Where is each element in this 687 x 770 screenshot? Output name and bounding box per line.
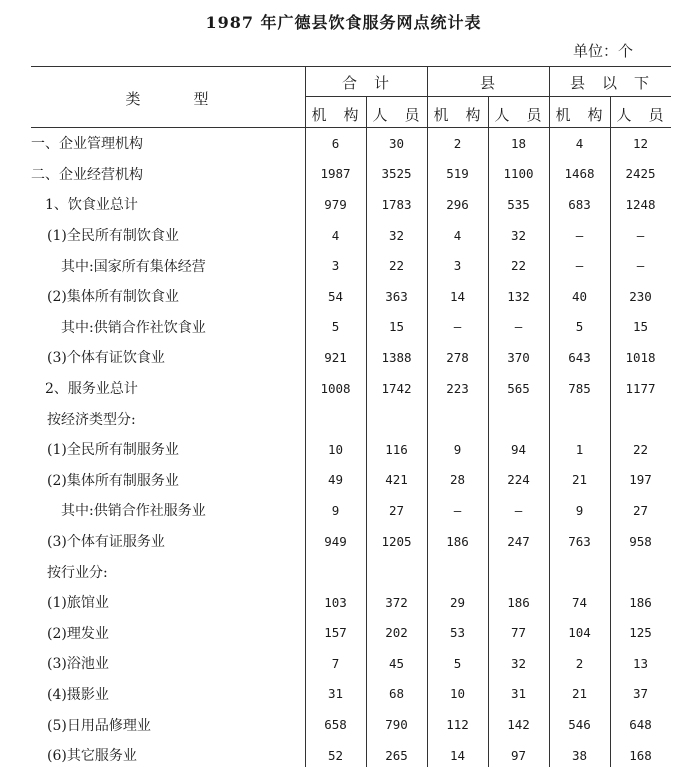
table-cell: 112 bbox=[446, 717, 469, 733]
row-label: (3)个体有证饮食业 bbox=[47, 350, 165, 367]
row-label: 其中:供销合作社服务业 bbox=[61, 503, 206, 520]
table-cell bbox=[488, 556, 549, 587]
table-row bbox=[31, 679, 671, 710]
table-cell: 9 bbox=[331, 502, 340, 518]
group-header-county: 县 bbox=[479, 74, 496, 92]
table-cell: 186 bbox=[629, 594, 652, 610]
row-label: (1)全民所有制服务业 bbox=[47, 442, 179, 459]
table-cell: 1205 bbox=[381, 533, 412, 549]
table-cell: 22 bbox=[388, 258, 405, 274]
table-cell: 519 bbox=[446, 166, 469, 182]
table-cell: 186 bbox=[446, 533, 469, 549]
table-row bbox=[31, 128, 671, 159]
table-cell: 53 bbox=[449, 625, 466, 641]
table-cell: 49 bbox=[327, 472, 344, 488]
row-label: 按经济类型分: bbox=[47, 411, 136, 428]
table-title: 1987 年广德县饮食服务网点统计表 bbox=[205, 13, 482, 32]
table-row bbox=[31, 648, 671, 679]
table-cell: 643 bbox=[568, 349, 591, 365]
table-cell bbox=[549, 556, 610, 587]
table-cell: 22 bbox=[632, 441, 649, 457]
table-cell: 18 bbox=[510, 135, 527, 151]
table-cell: 32 bbox=[510, 655, 527, 671]
table-cell bbox=[427, 556, 488, 587]
table-cell: 9 bbox=[453, 441, 462, 457]
row-label: (4)摄影业 bbox=[47, 686, 109, 703]
table-cell: 21 bbox=[571, 472, 588, 488]
table-cell: 421 bbox=[385, 472, 408, 488]
table-row bbox=[31, 403, 671, 434]
table-cell: 1742 bbox=[381, 380, 412, 396]
table-cell: — bbox=[636, 258, 645, 274]
table-row bbox=[31, 159, 671, 190]
table-cell: 1783 bbox=[381, 196, 412, 212]
table-row bbox=[31, 526, 671, 557]
table-cell: 38 bbox=[571, 747, 588, 763]
table-cell bbox=[610, 556, 671, 587]
row-label: 二、企业经营机构 bbox=[31, 166, 143, 183]
table-cell: 546 bbox=[568, 717, 591, 733]
table-cell: 186 bbox=[507, 594, 530, 610]
table-cell: 224 bbox=[507, 472, 530, 488]
table-cell: 5 bbox=[575, 319, 584, 335]
table-cell: 785 bbox=[568, 380, 591, 396]
table-row bbox=[31, 312, 671, 343]
sub-header-personnel: 人 员 bbox=[372, 106, 421, 124]
table-cell: 1987 bbox=[320, 166, 351, 182]
table-cell: 1100 bbox=[503, 166, 534, 182]
row-label: 一、企业管理机构 bbox=[31, 136, 143, 153]
sub-header-personnel: 人 员 bbox=[494, 106, 543, 124]
table-cell: 15 bbox=[632, 319, 649, 335]
table-cell: 32 bbox=[510, 227, 527, 243]
table-cell: 4 bbox=[331, 227, 340, 243]
row-label: (3)浴池业 bbox=[47, 656, 109, 673]
table-cell bbox=[305, 403, 366, 434]
table-cell: 223 bbox=[446, 380, 469, 396]
table-cell: 40 bbox=[571, 288, 588, 304]
table-cell: 230 bbox=[629, 288, 652, 304]
table-cell: 363 bbox=[385, 288, 408, 304]
table-cell bbox=[427, 403, 488, 434]
table-cell: 22 bbox=[510, 258, 527, 274]
table-cell: 103 bbox=[324, 594, 347, 610]
table-cell: — bbox=[575, 227, 584, 243]
table-cell: 132 bbox=[507, 288, 530, 304]
table-cell: — bbox=[453, 502, 462, 518]
table-cell: 372 bbox=[385, 594, 408, 610]
table-cell: 1008 bbox=[320, 380, 351, 396]
table-cell: 32 bbox=[388, 227, 405, 243]
table-cell: 370 bbox=[507, 349, 530, 365]
table-cell: 1 bbox=[575, 441, 584, 457]
table-cell: 30 bbox=[388, 135, 405, 151]
sub-header-institutions: 机 构 bbox=[311, 106, 360, 124]
table-cell: 21 bbox=[571, 686, 588, 702]
row-label: 其中:供销合作社饮食业 bbox=[61, 319, 206, 336]
table-cell: 142 bbox=[507, 717, 530, 733]
table-cell: 125 bbox=[629, 625, 652, 641]
table-row bbox=[31, 556, 671, 587]
table-cell: 13 bbox=[632, 655, 649, 671]
sub-header-personnel: 人 员 bbox=[616, 106, 665, 124]
sub-header-institutions: 机 构 bbox=[555, 106, 604, 124]
row-label: (2)集体所有制饮食业 bbox=[47, 289, 179, 306]
table-cell: — bbox=[575, 258, 584, 274]
unit-label: 单位：个 bbox=[572, 42, 633, 60]
table-cell: 1388 bbox=[381, 349, 412, 365]
table-cell: 68 bbox=[388, 686, 405, 702]
table-cell: 3 bbox=[453, 258, 462, 274]
table-cell: 54 bbox=[327, 288, 344, 304]
table-cell bbox=[488, 403, 549, 434]
row-label: 2、服务业总计 bbox=[45, 381, 138, 398]
row-label: 按行业分: bbox=[47, 564, 108, 581]
table-row bbox=[31, 618, 671, 649]
table-cell: 565 bbox=[507, 380, 530, 396]
table-row bbox=[31, 587, 671, 618]
table-cell: 2 bbox=[575, 655, 584, 671]
table-cell: 97 bbox=[510, 747, 527, 763]
table-cell: 1468 bbox=[564, 166, 595, 182]
table-cell: 74 bbox=[571, 594, 588, 610]
table-cell: 10 bbox=[327, 441, 344, 457]
table-cell: 2425 bbox=[625, 166, 656, 182]
table-cell: 52 bbox=[327, 747, 344, 763]
group-header-total: 合 计 bbox=[341, 74, 390, 92]
header-top-rule bbox=[31, 66, 671, 67]
table-cell: 15 bbox=[388, 319, 405, 335]
table-cell: — bbox=[636, 227, 645, 243]
table-row bbox=[31, 373, 671, 404]
table-cell: 1018 bbox=[625, 349, 656, 365]
table-cell bbox=[549, 403, 610, 434]
table-cell: 658 bbox=[324, 717, 347, 733]
row-label: (6)其它服务业 bbox=[47, 748, 137, 765]
table-row bbox=[31, 250, 671, 281]
table-row bbox=[31, 281, 671, 312]
table-cell: 1177 bbox=[625, 380, 656, 396]
table-cell: 790 bbox=[385, 717, 408, 733]
table-cell bbox=[610, 403, 671, 434]
row-label: 其中:国家所有集体经营 bbox=[61, 258, 206, 275]
table-cell: 31 bbox=[327, 686, 344, 702]
table-cell: — bbox=[453, 319, 462, 335]
table-cell: 31 bbox=[510, 686, 527, 702]
table-cell: 10 bbox=[449, 686, 466, 702]
table-cell: 116 bbox=[385, 441, 408, 457]
table-cell: 9 bbox=[575, 502, 584, 518]
table-cell: 958 bbox=[629, 533, 652, 549]
table-cell: 763 bbox=[568, 533, 591, 549]
table-row bbox=[31, 434, 671, 465]
type-header: 类 型 bbox=[125, 90, 211, 108]
row-label: (3)个体有证服务业 bbox=[47, 534, 165, 551]
table-cell: 27 bbox=[632, 502, 649, 518]
row-label: (2)集体所有制服务业 bbox=[47, 472, 179, 489]
table-cell: — bbox=[514, 502, 523, 518]
table-cell bbox=[305, 556, 366, 587]
table-cell: — bbox=[514, 319, 523, 335]
table-cell: 535 bbox=[507, 196, 530, 212]
table-cell: 949 bbox=[324, 533, 347, 549]
table-cell: 921 bbox=[324, 349, 347, 365]
table-cell: 648 bbox=[629, 717, 652, 733]
table-cell: 296 bbox=[446, 196, 469, 212]
table-cell: 37 bbox=[632, 686, 649, 702]
table-cell bbox=[366, 403, 427, 434]
table-row bbox=[31, 342, 671, 373]
table-cell: 683 bbox=[568, 196, 591, 212]
row-label: (1)旅馆业 bbox=[47, 595, 109, 612]
table-cell: 979 bbox=[324, 196, 347, 212]
table-cell: 265 bbox=[385, 747, 408, 763]
row-label: (1)全民所有制饮食业 bbox=[47, 228, 179, 245]
table-cell: 6 bbox=[331, 135, 340, 151]
table-cell: 2 bbox=[453, 135, 462, 151]
statistics-table bbox=[31, 128, 671, 770]
table-cell: 247 bbox=[507, 533, 530, 549]
table-cell: 278 bbox=[446, 349, 469, 365]
row-label: (5)日用品修理业 bbox=[47, 717, 151, 734]
table-cell: 94 bbox=[510, 441, 527, 457]
table-cell: 1248 bbox=[625, 196, 656, 212]
table-row bbox=[31, 740, 671, 770]
table-cell: 12 bbox=[632, 135, 649, 151]
table-cell: 168 bbox=[629, 747, 652, 763]
table-cell: 45 bbox=[388, 655, 405, 671]
table-cell: 4 bbox=[575, 135, 584, 151]
table-cell: 29 bbox=[449, 594, 466, 610]
table-cell: 77 bbox=[510, 625, 527, 641]
table-cell: 202 bbox=[385, 625, 408, 641]
table-cell: 14 bbox=[449, 288, 466, 304]
row-label: 1、饮食业总计 bbox=[45, 197, 138, 214]
table-row bbox=[31, 709, 671, 740]
table-cell: 4 bbox=[453, 227, 462, 243]
table-row bbox=[31, 220, 671, 251]
table-cell: 104 bbox=[568, 625, 591, 641]
table-cell: 5 bbox=[453, 655, 462, 671]
table-row bbox=[31, 189, 671, 220]
table-cell: 7 bbox=[331, 655, 340, 671]
table-cell: 5 bbox=[331, 319, 340, 335]
row-label: (2)理发业 bbox=[47, 625, 109, 642]
table-cell: 14 bbox=[449, 747, 466, 763]
table-cell: 3 bbox=[331, 258, 340, 274]
table-cell: 3525 bbox=[381, 166, 412, 182]
table-cell: 157 bbox=[324, 625, 347, 641]
group-header-below-county: 县 以 下 bbox=[569, 74, 650, 92]
table-cell: 27 bbox=[388, 502, 405, 518]
table-cell: 28 bbox=[449, 472, 466, 488]
table-row bbox=[31, 465, 671, 496]
table-row bbox=[31, 495, 671, 526]
table-cell: 197 bbox=[629, 472, 652, 488]
sub-header-institutions: 机 构 bbox=[433, 106, 482, 124]
table-cell bbox=[366, 556, 427, 587]
